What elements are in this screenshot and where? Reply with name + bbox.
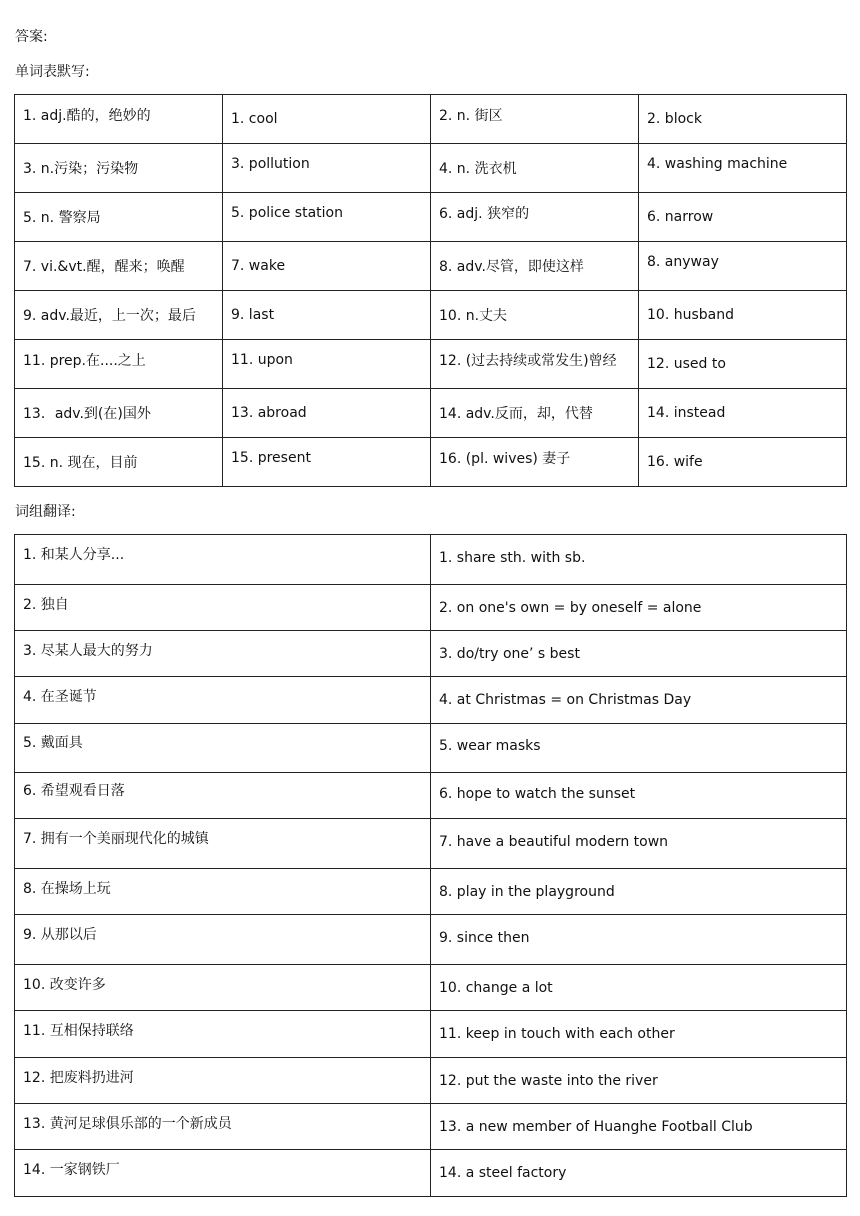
vocab-row <box>15 438 847 487</box>
vocab-chinese-text: 3. n.污染；污染物 <box>23 161 139 177</box>
phrase-english-text: 2. on one's own = by oneself = alone <box>439 599 702 616</box>
vocab-english-text: 12. used to <box>647 356 726 372</box>
phrase-cell <box>15 585 431 631</box>
vocab-english-text: 7. wake <box>231 258 286 274</box>
vocab-chinese-text: 2. n. 街区 <box>439 108 503 124</box>
phrase-row <box>15 965 847 1011</box>
vocab-chinese-text: 9. adv.最近，上一次；最后 <box>23 308 196 324</box>
vocab-cell <box>639 95 847 144</box>
phrase-cell <box>15 535 431 585</box>
phrase-table <box>14 534 847 1197</box>
vocab-cell <box>223 242 431 291</box>
vocab-english-text: 15. present <box>231 450 311 466</box>
phrase-chinese-text: 6. 希望观看日落 <box>23 782 125 799</box>
phrase-row <box>15 1011 847 1058</box>
vocab-cell <box>639 438 847 487</box>
vocab-english-text: 2. block <box>647 111 702 127</box>
vocab-cell <box>639 340 847 389</box>
phrase-english-text: 3. do/try one’ s best <box>439 645 580 662</box>
vocab-cell <box>15 389 223 438</box>
phrase-chinese-text: 3. 尽某人最大的努力 <box>23 642 153 659</box>
phrase-chinese-text: 5. 戴面具 <box>23 735 83 751</box>
vocab-cell <box>431 95 639 144</box>
vocab-english-text: 13. abroad <box>231 405 307 421</box>
phrase-cell <box>431 724 847 773</box>
vocab-row <box>15 340 847 389</box>
vocab-cell <box>15 193 223 242</box>
vocab-english-text: 6. narrow <box>647 209 714 225</box>
phrase-english-text: 1. share sth. with sb. <box>439 549 586 566</box>
phrase-cell <box>15 965 431 1011</box>
phrase-row <box>15 1150 847 1197</box>
phrase-cell <box>15 1058 431 1104</box>
vocab-chinese-text: 4. n. 洗衣机 <box>439 161 517 177</box>
phrase-english-text: 14. a steel factory <box>439 1165 567 1181</box>
phrase-chinese-text: 13. 黄河足球俱乐部的一个新成员 <box>23 1115 232 1132</box>
vocab-english-text: 3. pollution <box>231 156 310 172</box>
phrase-chinese-text: 1. 和某人分享... <box>23 546 125 563</box>
vocab-cell <box>15 438 223 487</box>
vocab-cell <box>431 144 639 193</box>
vocab-cell <box>15 242 223 291</box>
vocab-cell <box>431 340 639 389</box>
vocab-row <box>15 291 847 340</box>
vocab-english-text: 1. cool <box>231 111 278 127</box>
phrase-row <box>15 1058 847 1104</box>
vocab-cell <box>639 193 847 242</box>
vocab-english-text: 16. wife <box>647 454 703 470</box>
phrase-cell <box>15 1150 431 1197</box>
phrase-cell <box>15 677 431 724</box>
phrase-cell <box>431 915 847 965</box>
phrase-english-text: 10. change a lot <box>439 979 553 996</box>
vocab-chinese-text: 13．adv.到(在)国外 <box>23 406 151 422</box>
phrase-english-text: 4. at Christmas = on Christmas Day <box>439 692 692 708</box>
phrase-cell <box>15 869 431 915</box>
vocab-cell <box>223 389 431 438</box>
vocab-english-text: 10. husband <box>647 307 734 323</box>
phrase-cell <box>431 965 847 1011</box>
phrase-chinese-text: 4. 在圣诞节 <box>23 689 97 705</box>
vocab-cell <box>223 95 431 144</box>
vocab-row <box>15 144 847 193</box>
phrase-cell <box>15 1104 431 1150</box>
vocab-chinese-text: 12. (过去持续或常发生)曾经 <box>439 353 617 369</box>
vocab-english-text: 9. last <box>231 307 275 323</box>
phrase-row <box>15 585 847 631</box>
vocab-cell <box>639 242 847 291</box>
vocab-chinese-text: 5. n. 警察局 <box>23 210 101 226</box>
vocab-cell <box>223 340 431 389</box>
phrase-cell <box>431 631 847 677</box>
phrase-chinese-text: 2. 独自 <box>23 596 69 613</box>
phrase-chinese-text: 14. 一家钢铁厂 <box>23 1162 120 1178</box>
vocab-english-text: 11. upon <box>231 352 293 368</box>
vocab-cell <box>639 291 847 340</box>
phrase-row <box>15 773 847 819</box>
phrase-cell <box>431 677 847 724</box>
vocab-chinese-text: 1. adj.酷的，绝妙的 <box>23 108 151 124</box>
phrase-english-text: 7. have a beautiful modern town <box>439 833 669 850</box>
vocab-chinese-text: 6. adj. 狭窄的 <box>439 206 530 222</box>
phrase-cell <box>431 1058 847 1104</box>
vocab-cell <box>15 291 223 340</box>
phrase-cell <box>431 1150 847 1197</box>
phrase-chinese-text: 10. 改变许多 <box>23 976 106 993</box>
vocab-chinese-text: 11. prep.在....之上 <box>23 353 146 369</box>
phrase-english-text: 9. since then <box>439 929 530 946</box>
phrase-row <box>15 677 847 724</box>
vocab-cell <box>431 438 639 487</box>
phrase-row <box>15 631 847 677</box>
phrase-cell <box>15 915 431 965</box>
vocab-chinese-text: 8. adv.尽管，即使这样 <box>439 259 584 275</box>
vocab-chinese-text: 10. n.丈夫 <box>439 308 508 324</box>
vocab-chinese-text: 14. adv.反而，却，代替 <box>439 406 593 422</box>
phrase-cell <box>431 819 847 869</box>
phrase-row <box>15 724 847 773</box>
phrase-english-text: 11. keep in touch with each other <box>439 1026 675 1042</box>
vocab-row <box>15 389 847 438</box>
vocab-cell <box>15 340 223 389</box>
phrase-cell <box>431 585 847 631</box>
vocab-chinese-text: 7. vi.&vt.醒，醒来；唤醒 <box>23 259 185 275</box>
phrase-cell <box>15 1011 431 1058</box>
vocab-table <box>14 94 847 487</box>
phrase-english-text: 6. hope to watch the sunset <box>439 785 636 802</box>
phrase-row <box>15 915 847 965</box>
phrase-row <box>15 819 847 869</box>
phrase-cell <box>431 535 847 585</box>
vocab-cell <box>639 389 847 438</box>
phrase-english-text: 12. put the waste into the river <box>439 1072 658 1089</box>
phrase-chinese-text: 11. 互相保持联络 <box>23 1023 134 1039</box>
vocab-chinese-text: 16. (pl. wives) 妻子 <box>439 451 571 467</box>
vocab-english-text: 14. instead <box>647 405 726 421</box>
phrase-cell <box>15 819 431 869</box>
vocab-heading: 单词表默写: <box>15 64 90 80</box>
phrase-cell <box>15 724 431 773</box>
phrase-cell <box>15 631 431 677</box>
vocab-cell <box>15 144 223 193</box>
vocab-row <box>15 95 847 144</box>
phrase-heading: 词组翻译: <box>15 504 76 520</box>
vocab-cell <box>431 242 639 291</box>
phrase-english-text: 13. a new member of Huanghe Football Club <box>439 1118 753 1135</box>
phrase-row <box>15 535 847 585</box>
vocab-cell <box>15 95 223 144</box>
vocab-cell <box>431 291 639 340</box>
vocab-english-text: 4. washing machine <box>647 156 788 172</box>
phrase-cell <box>431 773 847 819</box>
phrase-row <box>15 1104 847 1150</box>
phrase-cell <box>431 1104 847 1150</box>
phrase-chinese-text: 8. 在操场上玩 <box>23 880 111 897</box>
phrase-cell <box>15 773 431 819</box>
vocab-row <box>15 193 847 242</box>
vocab-english-text: 8. anyway <box>647 254 719 270</box>
phrase-chinese-text: 9. 从那以后 <box>23 926 97 943</box>
answer-label: 答案: <box>15 29 48 45</box>
phrase-chinese-text: 12. 把废料扔进河 <box>23 1069 134 1086</box>
phrase-row <box>15 869 847 915</box>
phrase-cell <box>431 869 847 915</box>
vocab-cell <box>223 438 431 487</box>
vocab-cell <box>223 144 431 193</box>
phrase-cell <box>431 1011 847 1058</box>
phrase-english-text: 5. wear masks <box>439 738 541 754</box>
vocab-cell <box>639 144 847 193</box>
vocab-cell <box>431 193 639 242</box>
vocab-english-text: 5. police station <box>231 205 343 221</box>
phrase-chinese-text: 7. 拥有一个美丽现代化的城镇 <box>23 830 209 847</box>
vocab-row <box>15 242 847 291</box>
phrase-english-text: 8. play in the playground <box>439 883 615 900</box>
vocab-cell <box>223 193 431 242</box>
vocab-cell <box>431 389 639 438</box>
vocab-chinese-text: 15. n. 现在，目前 <box>23 455 138 471</box>
vocab-cell <box>223 291 431 340</box>
